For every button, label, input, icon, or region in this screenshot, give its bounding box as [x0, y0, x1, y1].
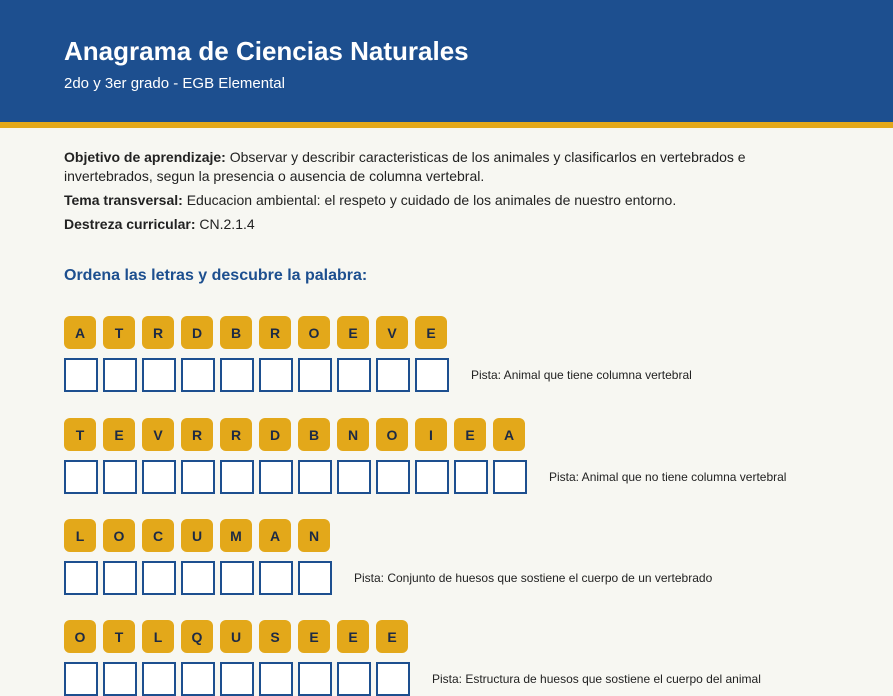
answer-row: [64, 662, 761, 696]
letter-tile[interactable]: O: [376, 418, 408, 451]
objetivo-label: Objetivo de aprendizaje:: [64, 149, 226, 165]
answer-box[interactable]: [259, 358, 293, 392]
letter-tile[interactable]: L: [64, 519, 96, 552]
answer-box[interactable]: [142, 662, 176, 696]
answer-box[interactable]: [103, 358, 137, 392]
answer-boxes: [64, 561, 332, 595]
puzzle-4: [64, 620, 761, 696]
letter-tile[interactable]: N: [337, 418, 369, 451]
letter-tile[interactable]: R: [259, 316, 291, 349]
answer-box[interactable]: [220, 460, 254, 494]
answer-box[interactable]: [103, 662, 137, 696]
answer-box[interactable]: [259, 460, 293, 494]
answer-row: [64, 358, 692, 392]
letter-tile[interactable]: V: [376, 316, 408, 349]
letter-tile[interactable]: Q: [181, 620, 213, 653]
answer-box[interactable]: [142, 561, 176, 595]
letter-tile[interactable]: V: [142, 418, 174, 451]
answer-boxes: [64, 358, 449, 392]
letter-tile[interactable]: E: [337, 316, 369, 349]
letter-tile[interactable]: A: [64, 316, 96, 349]
answer-box[interactable]: [415, 460, 449, 494]
answer-box[interactable]: [298, 460, 332, 494]
tema-label: Tema transversal:: [64, 192, 183, 208]
answer-row: [64, 460, 786, 494]
letter-tile[interactable]: S: [259, 620, 291, 653]
answer-box[interactable]: [103, 460, 137, 494]
letter-tile[interactable]: O: [103, 519, 135, 552]
letter-tile[interactable]: E: [103, 418, 135, 451]
hint-text: Pista: Conjunto de huesos que sostiene el cuerpo de un vertebrado: [354, 571, 713, 585]
answer-box[interactable]: [64, 460, 98, 494]
letter-tile[interactable]: C: [142, 519, 174, 552]
letter-tile[interactable]: B: [298, 418, 330, 451]
letter-tile[interactable]: A: [259, 519, 291, 552]
puzzle-2: [64, 418, 786, 494]
answer-box[interactable]: [298, 662, 332, 696]
page-subtitle: 2do y 3er grado - EGB Elemental: [64, 75, 285, 92]
answer-row: [64, 561, 712, 595]
destreza-label: Destreza curricular:: [64, 216, 196, 232]
letter-tile[interactable]: E: [454, 418, 486, 451]
answer-box[interactable]: [337, 662, 371, 696]
answer-box[interactable]: [298, 358, 332, 392]
hint-text: Pista: Estructura de huesos que sostiene el cuerpo del animal: [432, 672, 761, 686]
letter-tile[interactable]: R: [142, 316, 174, 349]
letter-tile[interactable]: D: [181, 316, 213, 349]
answer-box[interactable]: [181, 561, 215, 595]
letter-tiles: [64, 620, 761, 653]
letter-tile[interactable]: M: [220, 519, 252, 552]
answer-box[interactable]: [259, 561, 293, 595]
answer-box[interactable]: [259, 662, 293, 696]
letter-tiles: [64, 519, 712, 552]
letter-tile[interactable]: T: [103, 316, 135, 349]
answer-box[interactable]: [376, 460, 410, 494]
letter-tile[interactable]: L: [142, 620, 174, 653]
tema-paragraph: [64, 191, 824, 210]
letter-tile[interactable]: N: [298, 519, 330, 552]
hint-text: Pista: Animal que no tiene columna vertebral: [549, 470, 787, 484]
answer-boxes: [64, 460, 527, 494]
letter-tile[interactable]: T: [103, 620, 135, 653]
puzzle-1: [64, 316, 692, 392]
answer-box[interactable]: [220, 662, 254, 696]
letter-tile[interactable]: E: [298, 620, 330, 653]
instruction-heading: Ordena las letras y descubre la palabra:: [64, 267, 368, 284]
letter-tile[interactable]: U: [220, 620, 252, 653]
letter-tile[interactable]: A: [493, 418, 525, 451]
answer-box[interactable]: [142, 460, 176, 494]
answer-box[interactable]: [103, 561, 137, 595]
tema-text: Educacion ambiental: el respeto y cuidado de los animales de nuestro entorno.: [182, 192, 677, 208]
answer-box[interactable]: [181, 358, 215, 392]
objetivo-paragraph: [64, 148, 824, 186]
letter-tile[interactable]: B: [220, 316, 252, 349]
answer-box[interactable]: [64, 662, 98, 696]
letter-tile[interactable]: O: [298, 316, 330, 349]
letter-tile[interactable]: U: [181, 519, 213, 552]
letter-tile[interactable]: E: [415, 316, 447, 349]
letter-tile[interactable]: R: [220, 418, 252, 451]
answer-box[interactable]: [493, 460, 527, 494]
puzzle-3: [64, 519, 712, 595]
answer-box[interactable]: [181, 662, 215, 696]
answer-box[interactable]: [337, 358, 371, 392]
answer-box[interactable]: [454, 460, 488, 494]
answer-box[interactable]: [142, 358, 176, 392]
letter-tile[interactable]: T: [64, 418, 96, 451]
hint-text: Pista: Animal que tiene columna vertebral: [471, 368, 692, 382]
answer-box[interactable]: [415, 358, 449, 392]
letter-tile[interactable]: E: [337, 620, 369, 653]
answer-box[interactable]: [298, 561, 332, 595]
answer-boxes: [64, 662, 410, 696]
answer-box[interactable]: [376, 662, 410, 696]
answer-box[interactable]: [220, 358, 254, 392]
answer-box[interactable]: [220, 561, 254, 595]
letter-tile[interactable]: R: [181, 418, 213, 451]
answer-box[interactable]: [64, 358, 98, 392]
info-section: [64, 148, 824, 239]
page-title: Anagrama de Ciencias Naturales: [64, 36, 469, 66]
answer-box[interactable]: [64, 561, 98, 595]
answer-box[interactable]: [181, 460, 215, 494]
destreza-text: CN.2.1.4: [195, 216, 255, 232]
objetivo-text: Observar y describir caracteristicas de los animales y clasificarlos en vertebrados e invertebrados, segun la presencia o ausencia de columna vertebral.: [64, 149, 746, 184]
letter-tile[interactable]: O: [64, 620, 96, 653]
destreza-paragraph: [64, 215, 824, 234]
letter-tiles: [64, 418, 786, 451]
page-header: [0, 0, 893, 128]
letter-tile[interactable]: D: [259, 418, 291, 451]
letter-tile[interactable]: I: [415, 418, 447, 451]
letter-tiles: [64, 316, 692, 349]
answer-box[interactable]: [376, 358, 410, 392]
answer-box[interactable]: [337, 460, 371, 494]
letter-tile[interactable]: E: [376, 620, 408, 653]
